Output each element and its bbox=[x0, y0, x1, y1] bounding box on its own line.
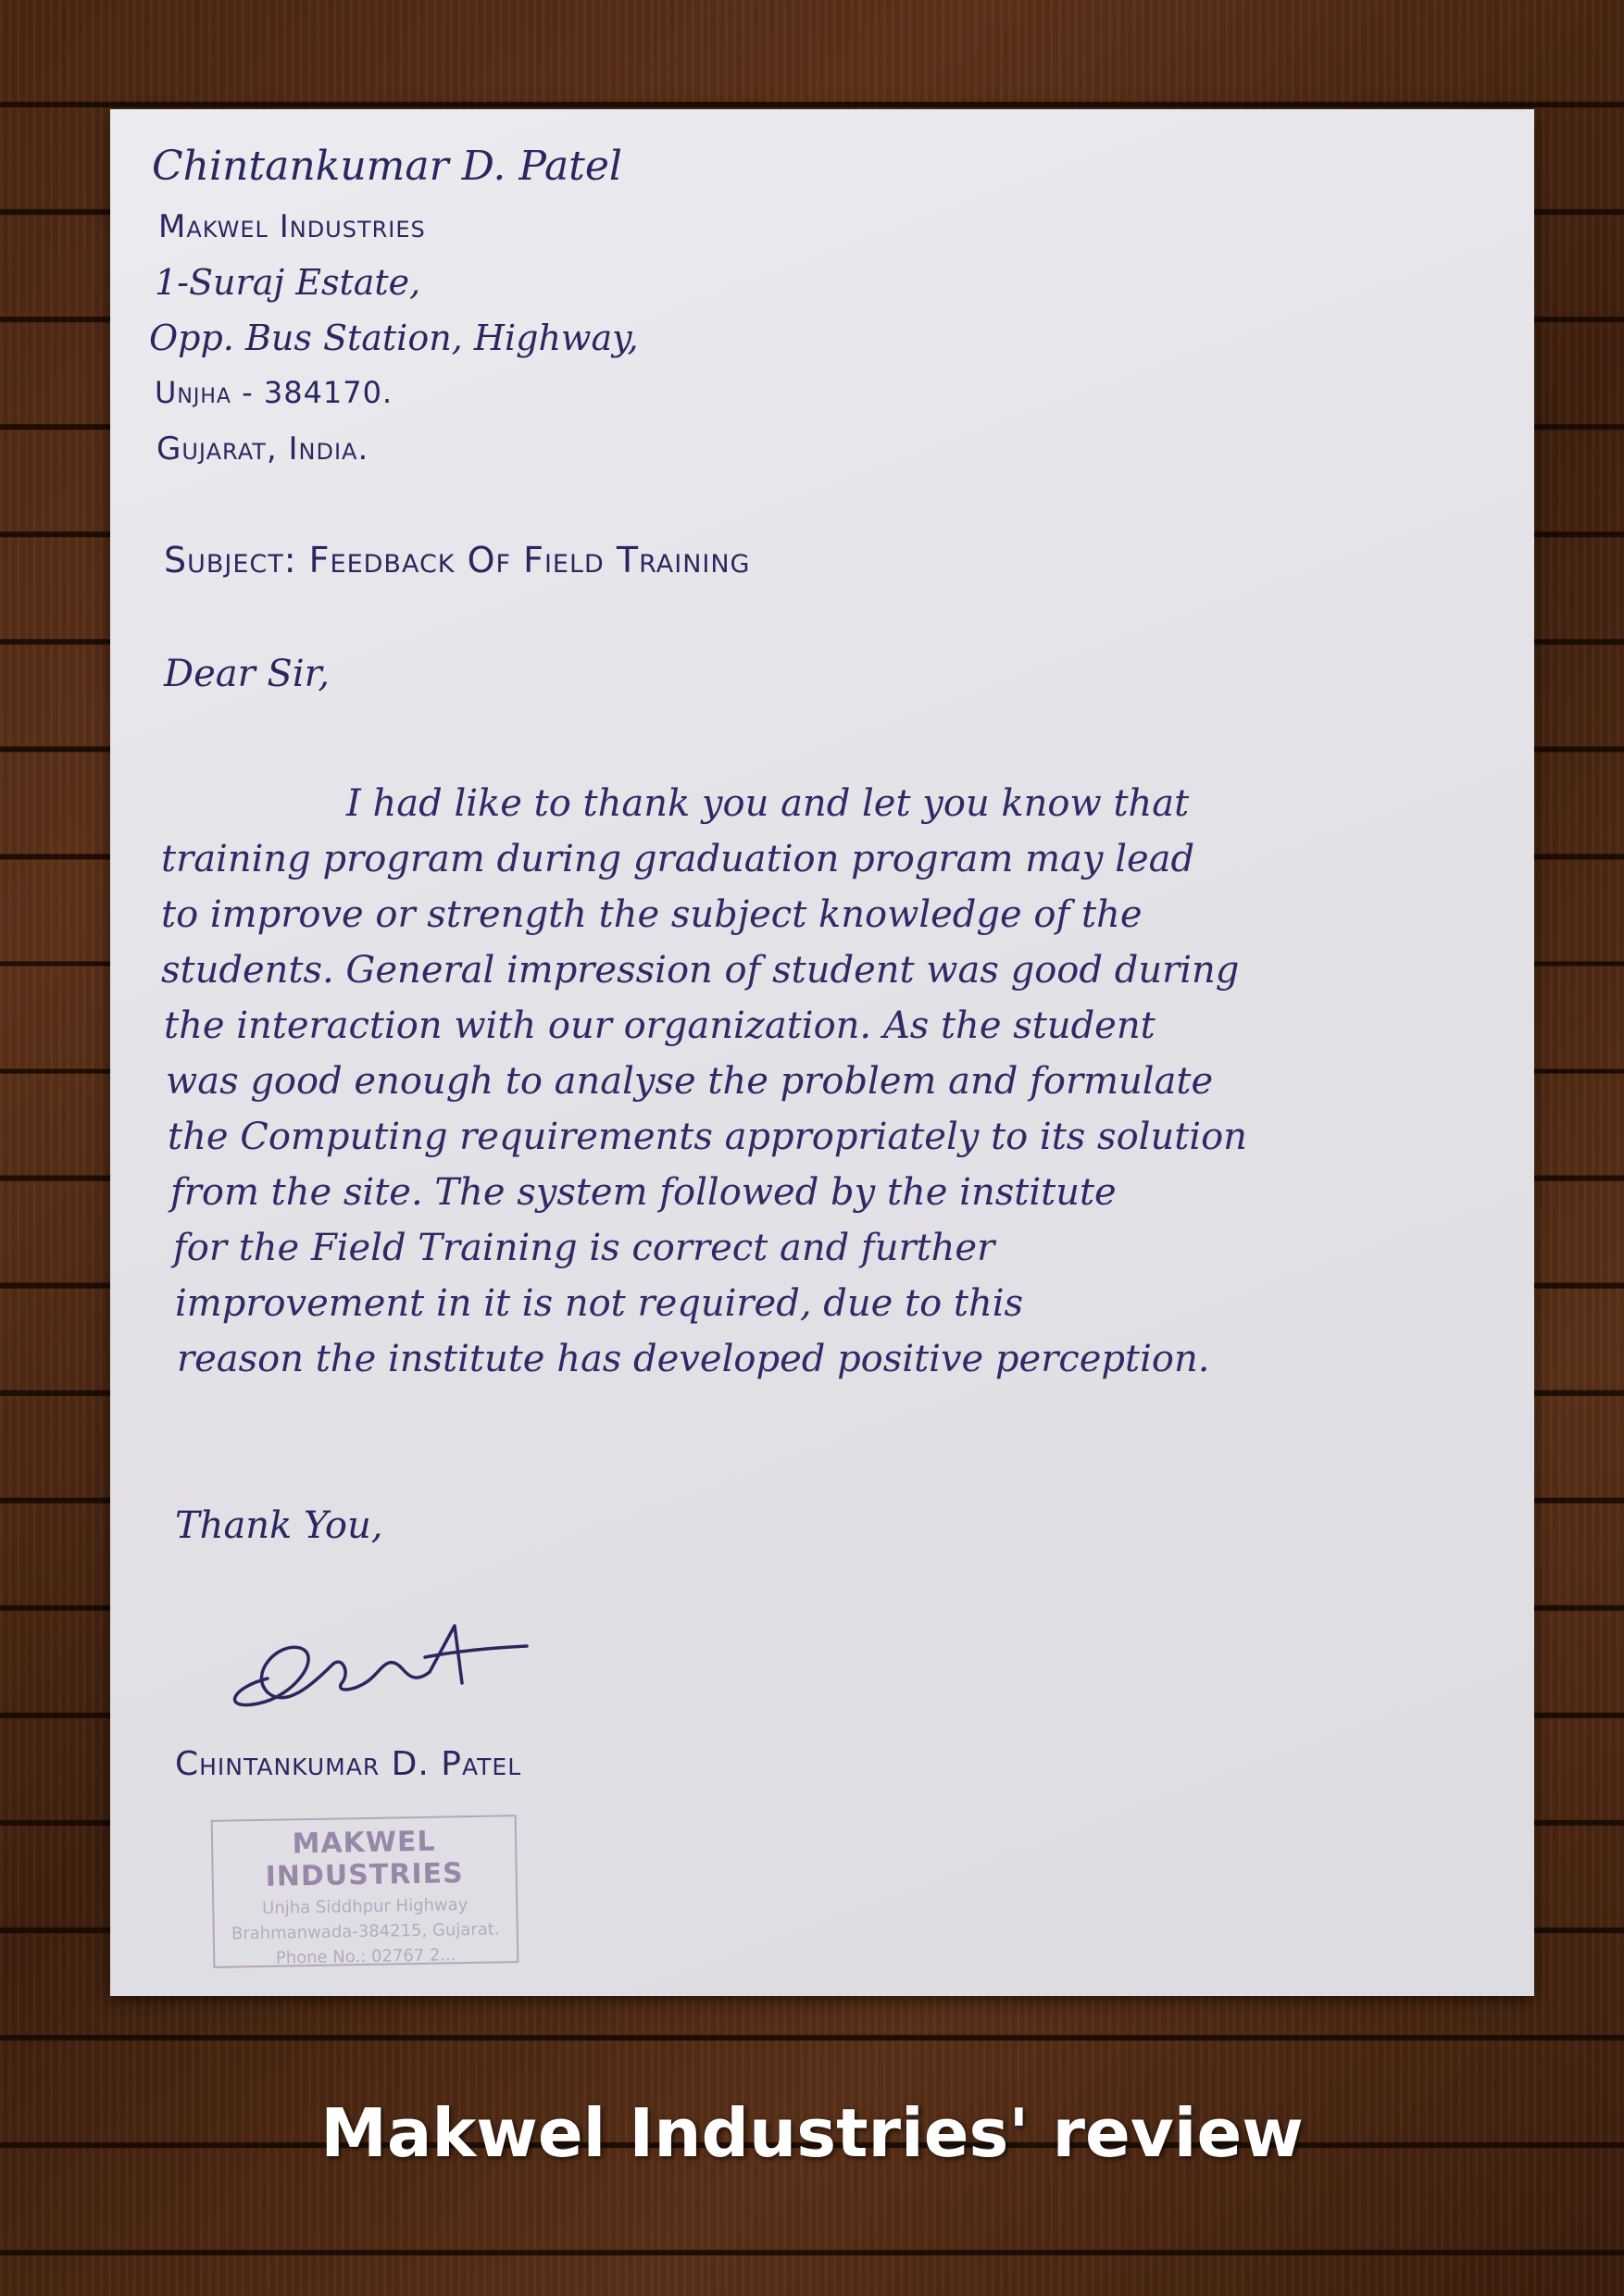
body-line: the interaction with our organization. As the student bbox=[164, 1004, 1156, 1047]
address-line-street: Opp. Bus Station, Highway, bbox=[149, 318, 639, 358]
body-line: for the Field Training is correct and further bbox=[173, 1227, 995, 1269]
body-line: was good enough to analyse the problem and formulate bbox=[166, 1060, 1214, 1103]
address-line-city: Unjha - 384170. bbox=[155, 375, 394, 410]
body-line: to improve or strength the subject knowledge of the bbox=[161, 893, 1143, 936]
sender-name: Chintankumar D. Patel bbox=[152, 143, 622, 190]
body-line: from the site. The system followed by the institute bbox=[170, 1171, 1117, 1214]
page-caption: Makwel Industries' review bbox=[320, 2094, 1304, 2172]
stamp-line: Brahmanwada-384215, Gujarat. bbox=[231, 1919, 500, 1944]
body-line: the Computing requirements appropriately to its solution bbox=[168, 1116, 1247, 1158]
body-line: training program during graduation program may lead bbox=[161, 838, 1195, 880]
stamp-line: Unjha Siddhpur Highway bbox=[262, 1895, 468, 1918]
body-line: I had like to thank you and let you know that bbox=[346, 782, 1190, 825]
subject-line: Subject: Feedback Of Field Training bbox=[164, 540, 751, 580]
address-line-state: Gujarat, India. bbox=[156, 430, 369, 468]
address-line-estate: 1-Suraj Estate, bbox=[155, 262, 421, 303]
salutation: Dear Sir, bbox=[164, 653, 331, 695]
body-line: reason the institute has developed positive perception. bbox=[177, 1338, 1210, 1380]
body-line: improvement in it is not required, due to this bbox=[175, 1282, 1024, 1325]
signature-name: Chintankumar D. Patel bbox=[175, 1745, 522, 1783]
letter-page bbox=[110, 109, 1534, 1996]
closing: Thank You, bbox=[175, 1504, 383, 1547]
signature-icon bbox=[212, 1591, 545, 1720]
body-line: students. General impression of student was good during bbox=[161, 949, 1240, 992]
stamp-line: Phone No.: 02767 2... bbox=[275, 1945, 456, 1968]
company-stamp bbox=[211, 1815, 519, 1968]
stamp-name: MAKWEL INDUSTRIES bbox=[265, 1825, 464, 1893]
address-line-company: Makwel Industries bbox=[158, 208, 426, 245]
